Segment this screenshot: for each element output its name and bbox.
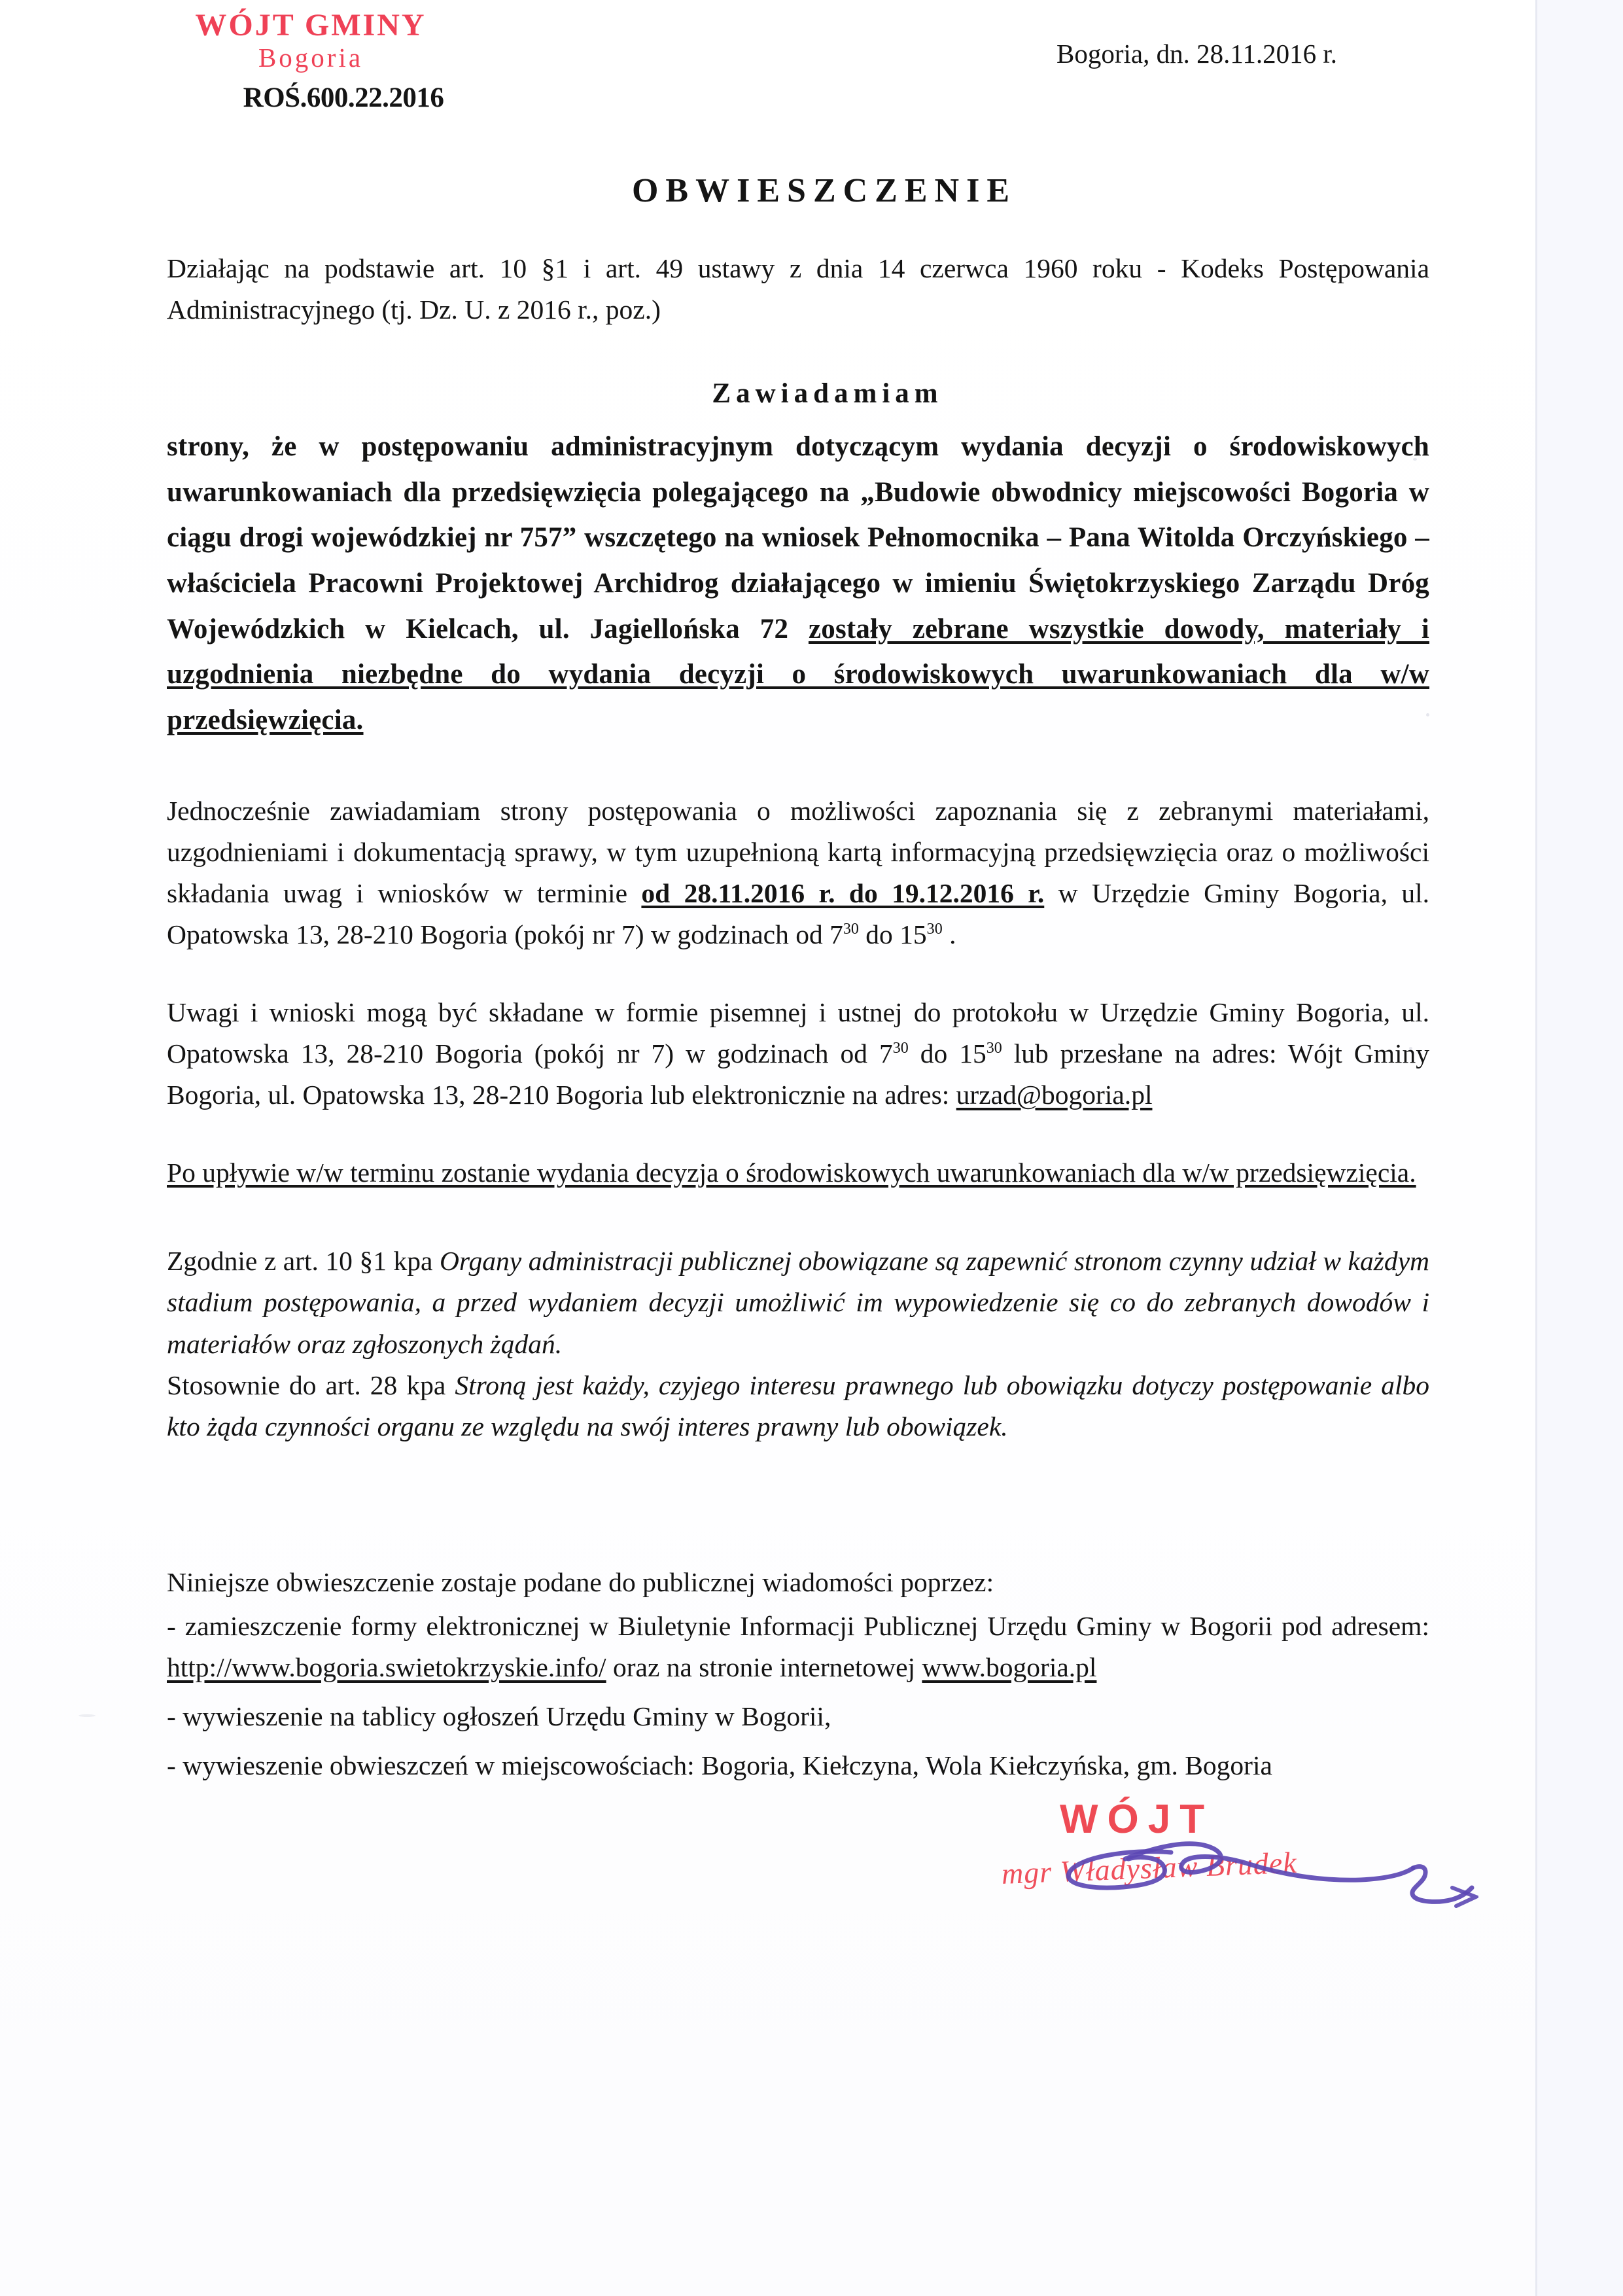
publication-lead: Niniejsze obwieszczenie zostaje podane do publicznej wiadomości poprzez: xyxy=(167,1566,994,1597)
publication-item-noticeboard: - wywieszenie na tablicy ogłoszeń Urzędu Gminy w Bogorii, xyxy=(167,1701,831,1731)
main-notification-paragraph xyxy=(167,424,1429,743)
office-hours-to-minutes: 30 xyxy=(926,921,943,938)
signature-stamp-title: WÓJT xyxy=(1060,1797,1214,1842)
signature-stamp-name: mgr Władysław Brudek xyxy=(1001,1845,1298,1890)
place-and-date: Bogoria, dn. 28.11.2016 r. xyxy=(1056,39,1337,69)
page-title: OBWIESZCZENIE xyxy=(631,172,1017,209)
main-notification-plain: strony, że w postępowaniu administracyjnym dotyczącym wydania decyzji o środowiskowych uwarunkowaniach dla przedsięwzięcia polegającego na „Budowie obwodnicy miejscowości Bogoria w ciągu drogi wojewódzkiej nr 757” wszczętego na wniosek Pełnomocnika – Pana Witolda Orczyńskiego – właściciela Pracowni Projektowej Archidrog działającego w imieniu Świętokrzyskiego Zarządu Dróg Wojewódzkich w Kielcach, ul. Jagiellońska 72 xyxy=(167,431,1429,645)
signature-block xyxy=(1001,1796,1459,1934)
document-content xyxy=(167,0,1429,1786)
scan-page-edge xyxy=(1535,0,1537,2296)
file-access-part3: do 15 xyxy=(858,919,927,949)
file-access-part1: Jednocześnie zawiadamiam strony postępowania o możliwości zapoznania się z zebranymi materiałami, uzgodnieniami i dokumentacją sprawy, w tym uzupełnioną kartą informacyjną przedsięwzięcia oraz o możliwości składania uwag i wniosków w terminie xyxy=(167,795,1429,908)
main-notification-underlined: zostały zebrane wszystkie dowody, materiały i uzgodnienia niezbędne do wydania decyzji o środowiskowych uwarunkowaniach dla w/w przedsięwzięcia. xyxy=(167,613,1429,736)
kpa-article-10-lead: Zgodnie z art. 10 §1 kpa xyxy=(167,1246,440,1277)
publication-item-villages: - wywieszenie obwieszczeń w miejscowościach: Bogoria, Kiełczyna, Wola Kiełczyńska, gm. Bogoria xyxy=(167,1750,1272,1781)
scan-gutter xyxy=(1537,0,1623,2296)
office-hours-from-minutes: 30 xyxy=(843,921,859,938)
file-access-part2: w Urzędzie Gminy Bogoria, ul. Opatowska 13, 28-210 Bogoria (pokój nr 7) w godzinach od 7 xyxy=(167,877,1429,949)
publication-item-electronic xyxy=(167,1606,1429,1688)
office-stamp-line2: Bogoria xyxy=(258,42,364,73)
kpa-article-10-paragraph xyxy=(167,1241,1429,1364)
legal-basis-paragraph: Działając na podstawie art. 10 §1 i art. 49 ustawy z dnia 14 czerwca 1960 roku - Kodeks Postępowania Administracyjnego (tj. Dz. U. z 2016 r., poz.) xyxy=(167,253,1429,325)
consultation-date-range: od 28.11.2016 r. do 19.12.2016 r. xyxy=(641,877,1045,908)
office-stamp-line1: WÓJT GMINY xyxy=(195,8,427,43)
case-reference-number: ROŚ.600.22.2016 xyxy=(243,82,444,113)
kpa-article-28-quote: Stroną jest każdy, czyjego interesu prawnego lub obowiązku dotyczy postępowanie albo kto żąda czynności organu ze względu na swój interes prawny lub obowiązek. xyxy=(167,1369,1429,1441)
kpa-article-28-lead: Stosownie do art. 28 kpa xyxy=(167,1369,455,1400)
submission-hours-to-minutes: 30 xyxy=(986,1040,1002,1057)
file-access-part4: . xyxy=(942,919,956,949)
submission-hours-from-minutes: 30 xyxy=(892,1040,909,1057)
kpa-article-28-paragraph xyxy=(167,1365,1429,1447)
municipality-url-link[interactable]: www.bogoria.pl xyxy=(922,1651,1097,1682)
submission-paragraph xyxy=(167,992,1429,1116)
contact-email-link[interactable]: urzad@bogoria.pl xyxy=(956,1080,1153,1110)
submission-part2: do 15 xyxy=(908,1038,986,1069)
kpa-article-10-quote: Organy administracji publicznej obowiązane są zapewnić stronom czynny udział w każdym stadium postępowania, a przed wydaniem decyzji umożliwić im wypowiedzenie się co do zebranych dowodów i materiałów oraz zgłoszonych żądań. xyxy=(167,1246,1429,1359)
document-header xyxy=(167,0,1429,131)
bip-url-link[interactable]: http://www.bogoria.swietokrzyskie.info/ xyxy=(167,1651,606,1682)
submission-part3: lub przesłane na adres: Wójt Gminy Bogoria, ul. Opatowska 13, 28-210 Bogoria lub elektronicznie na adres: xyxy=(167,1038,1430,1110)
publication-item1-part1: - zamieszczenie formy elektronicznej w Biuletynie Informacji Publicznej Urzędu Gminy w Bogorii pod adresem: xyxy=(167,1610,1429,1641)
submission-part1: Uwagi i wnioski mogą być składane w formie pisemnej i ustnej do protokołu w Urzędzie Gminy Bogoria, ul. Opatowska 13, 28-210 Bogoria (pokój nr 7) w godzinach od 7 xyxy=(167,997,1429,1069)
office-stamp xyxy=(128,8,494,73)
publication-item1-part2: oraz na stronie internetowej xyxy=(606,1651,922,1682)
notify-heading: Zawiadamiam xyxy=(712,378,943,410)
file-access-paragraph xyxy=(167,790,1429,955)
after-term-paragraph: Po upływie w/w terminu zostanie wydania decyzja o środowiskowych uwarunkowaniach dla w/w przedsięwzięcia. xyxy=(167,1157,1416,1188)
